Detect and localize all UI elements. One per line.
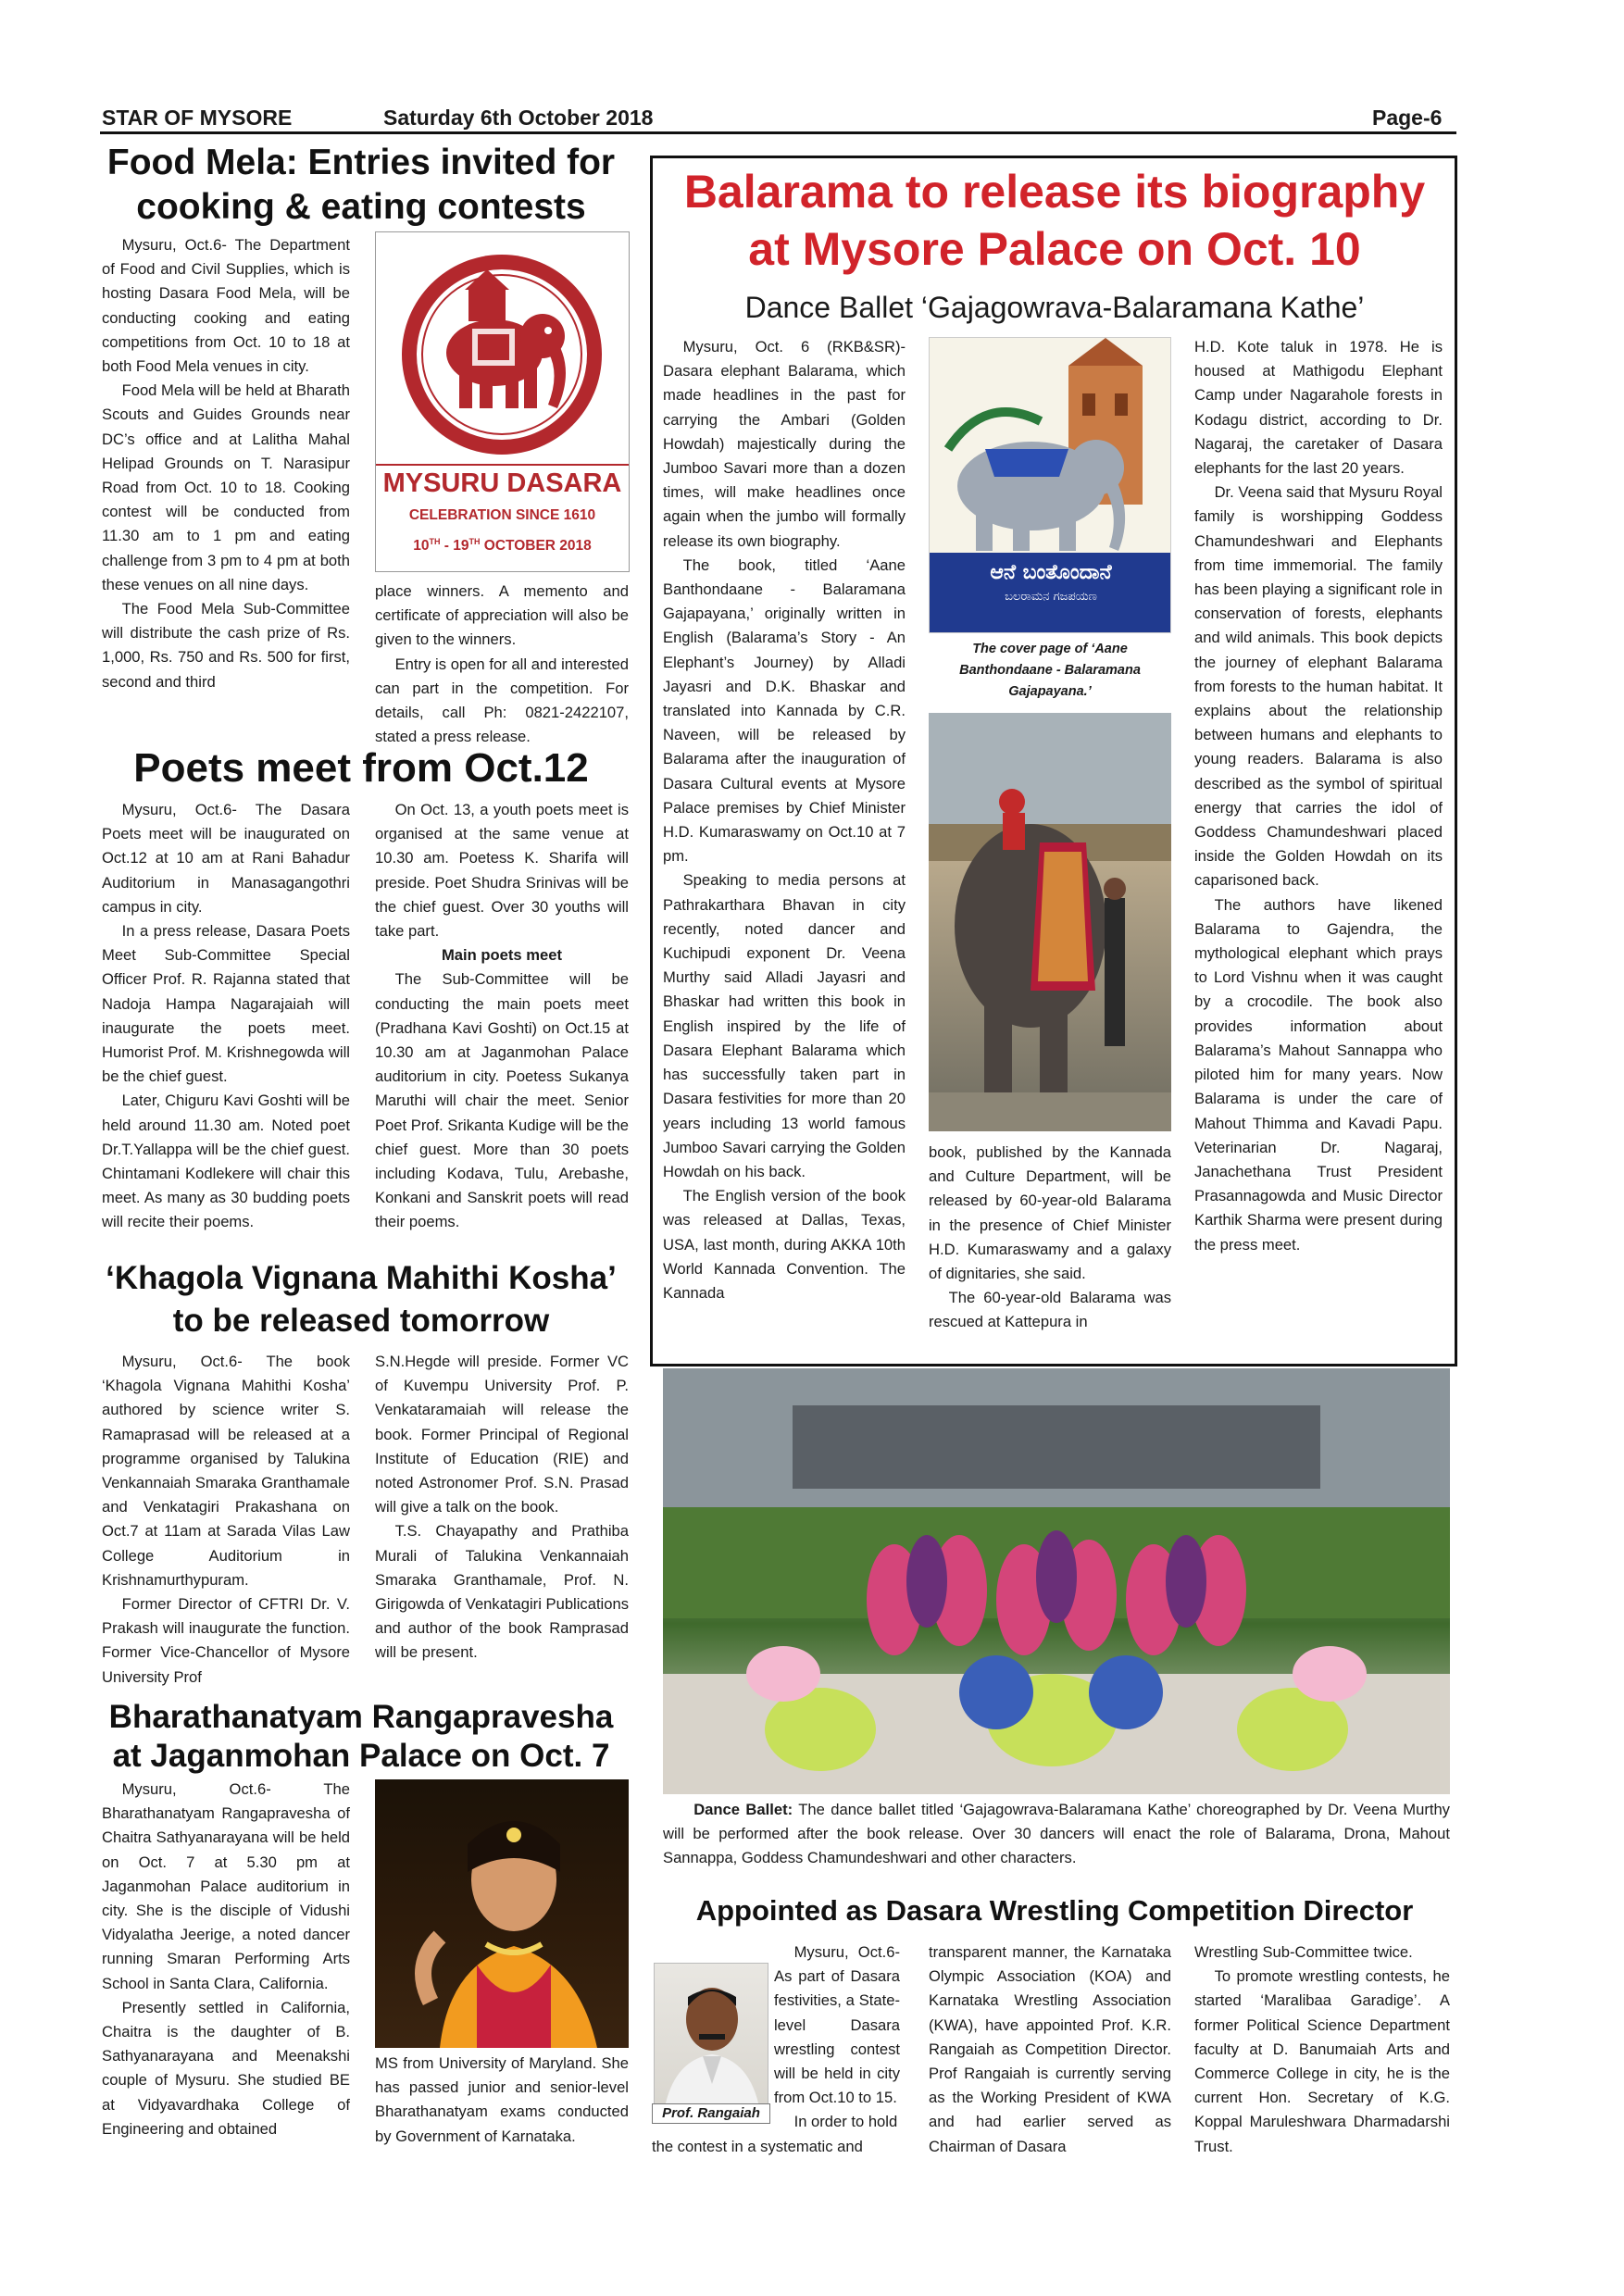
food-mela-headline-line1: Food Mela: Entries invited for: [106, 143, 616, 182]
dance-ballet-caption-label: Dance Ballet:: [693, 1801, 793, 1818]
wrestling-column-1-tail: [652, 2135, 902, 2159]
balarama-paragraph: H.D. Kote taluk in 1978. He is housed at Mathigodu Elephant Camp under Nagarahole forests in Kodagu district, according to Dr. Nagaraj, the caretaker of Dasara elephants for the last 20 years.: [1194, 338, 1443, 478]
logo-dates: [376, 530, 629, 557]
balarama-paragraph: The book, titled ‘Aane Banthondaane - Balaramana Gajapayana,’ originally written in English (Balarama’s Story - An Elephant’s Journey) by Alladi Jayasri and D.K. Bhaskar and translated into Kannada by C.R. Naveen, will be released by Balarama after the inauguration of Dasara Cultural events at Mysore Palace premises by Chief Minister H.D. Kumaraswamy on Oct.10 at 7 pm.: [663, 555, 906, 866]
book-cover-caption: The cover page of ‘Aane Banthondaane - Balaramana Gajapayana.’: [959, 642, 1141, 699]
wrestling-column-2: [929, 1940, 1171, 2159]
bharatha-headline-line2: at Jaganmohan Palace on Oct. 7: [112, 1738, 610, 1774]
book-cover-image: [929, 337, 1171, 633]
book-cover-title: ಆನೆ ಬಂತೊಂದಾನೆ: [990, 561, 1112, 584]
bharatha-column-1: [102, 1778, 350, 2141]
poets-paragraph: Later, Chiguru Kavi Goshti will be held around 11.30 am. Noted poet Dr.T.Yallappa will be the chief guest. Chintamani Kodlekere will chair this meet. As many as 30 budding poets will recite their poems.: [102, 1092, 350, 1231]
balarama-column-2: [929, 1141, 1171, 1335]
balarama-paragraph: book, published by the Kannada and Culture Department, will be released by 60-year-old Balarama in the presence of Chief Minister H.D. Kumaraswamy and a galaxy of dignitaries, she said.: [929, 1143, 1171, 1283]
khagola-paragraph: Mysuru, Oct.6- The book ‘Khagola Vignana Mahithi Kosha’ authored by science writer S. Ramaprasad will be released at a programme organised by Talukina Venkannaiah Smaraka Granthamale and Venkatagiri Prakashana on Oct.7 at 11am at Sarada Vilas Law College Auditorium in Krishnamurthypuram.: [102, 1353, 350, 1589]
wrestling-paragraph: transparent manner, the Karnataka Olympic Association (KOA) and Karnataka Wrestling Association (KWA), have appointed Prof. K.R. Rangaiah as Competition Director. Prof Rangaiah is currently serving as the Working President of KWA and had earlier served as Chairman of Dasara: [929, 1943, 1171, 2155]
dasara-elephant-emblem-icon: [376, 232, 629, 460]
logo-date-month: OCTOBER 2018: [480, 538, 592, 555]
wrestling-paragraph: Wrestling Sub-Committee twice.: [1194, 1943, 1413, 1961]
prof-rangaiah-caption: Prof. Rangaiah: [652, 2103, 770, 2124]
dancer-portrait-photo: [375, 1779, 629, 2048]
bharatha-paragraph: Mysuru, Oct.6- The Bharathanatyam Rangapravesha of Chaitra Sathyanarayana will be held on Oct. 7 at 5.30 pm at Jaganmohan Palace auditorium in city. She is the disciple of Vidushi Vidyalatha Jeerige, a noted dancer running Smaran Performing Arts School in Santa Clara, California.: [102, 1780, 350, 1992]
book-cover-subtitle: ಬಲರಾಮನ ಗಜಪಯಣ: [1005, 590, 1097, 604]
khagola-paragraph: T.S. Chayapathy and Prathiba Murali of Talukina Venkannaiah Smaraka Granthamale, Prof. N. Girigowda of Venkatagiri Publications and author of the book Ramprasad will be present.: [375, 1522, 629, 1662]
wrestling-column-3: [1194, 1940, 1450, 2159]
masthead-paper-name: STAR OF MYSORE: [102, 106, 293, 130]
bharatha-paragraph: Presently settled in California, Chaitra is the daughter of B. Sathyanarayana and Meenakshi couple of Mysuru. She studied BE at Vidyavardhaka College of Engineering and obtained: [102, 1998, 350, 2138]
balarama-subtitle: Dance Ballet ‘Gajagowrava-Balaramana Kathe’: [744, 291, 1365, 324]
bharatha-headline: [93, 1698, 630, 1776]
khagola-headline-line2: to be released tomorrow: [172, 1303, 550, 1339]
masthead-date: Saturday 6th October 2018: [383, 106, 654, 130]
khagola-column-1: [102, 1350, 350, 1690]
bharatha-paragraph: MS from University of Maryland. She has passed junior and senior-level Bharathanatyam exams conducted by Government of Karnataka.: [375, 2054, 629, 2145]
balarama-paragraph: The 60-year-old Balarama was rescued at Kattepura in: [929, 1289, 1171, 1331]
poets-paragraph: In a press release, Dasara Poets Meet Sub-Committee Special Officer Prof. R. Rajanna stated that Nadoja Hampa Nagarajaiah will inaugurate the poets meet. Humorist Prof. M. Krishnegowda will be the chief guest.: [102, 922, 350, 1086]
balarama-headline: [656, 163, 1454, 278]
logo-date-start: 10: [413, 538, 430, 555]
mysuru-dasara-logo: [375, 231, 630, 572]
balarama-headline-line1: Balarama to release its biography: [683, 166, 1426, 218]
wrestling-headline: Appointed as Dasara Wrestling Competition Director: [695, 1894, 1414, 1927]
dance-ballet-caption: [663, 1798, 1450, 1870]
poets-paragraph: On Oct. 13, a youth poets meet is organised at the same venue at 10.30 am. Poetess K. Sharifa will preside. Poet Shudra Srinivas will be the chief guest. Over 30 youths will take part.: [375, 801, 629, 941]
khagola-paragraph: S.N.Hegde will preside. Former VC of Kuvempu University Prof. P. Venkataramaiah will release the book. Former Principal of Regional Institute of Education (RIE) and noted Astronomer Prof. S.N. Prasad will give a talk on the book.: [375, 1353, 629, 1516]
poets-column-1: [102, 798, 350, 1235]
dance-ballet-caption-text: The dance ballet titled ‘Gajagowrava-Balaramana Kathe’ choreographed by Dr. Veena Murthy will be performed after the book release. Over 30 dancers will enact the role of Balarama, Drona, Mahout Sannappa, Goddess Chamundeshwari and other characters.: [663, 1801, 1450, 1866]
balarama-column-1: [663, 335, 906, 1305]
wrestling-paragraph: Mysuru, Oct.6- As part of Dasara festivities, a State-level Dasara wrestling contest will be held in city from Oct.10 to 15.: [774, 1943, 900, 2107]
balarama-paragraph: Speaking to media persons at Pathrakarthara Bhavan in city recently, noted dancer and Kuchipudi exponent Dr. Veena Murthy said Alladi Jayasri and Bhaskar had written this book in English inspired by the life of Dasara Elephant Balarama which has successfully taken part in Dasara festivities for more than 20 years including 13 world famous Jumboo Savari carrying the Golden Howdah on his back.: [663, 871, 906, 1180]
logo-date-suffix: TH: [468, 537, 481, 546]
elephant-photo-image: [929, 713, 1171, 1131]
balarama-headline-line2: at Mysore Palace on Oct. 10: [748, 223, 1361, 275]
food-mela-paragraph: Entry is open for all and interested can part in the competition. For details, call Ph: 0821-2422107, stated a press release.: [375, 655, 629, 746]
dance-ballet-image: [663, 1368, 1450, 1794]
khagola-headline: [93, 1257, 630, 1342]
logo-title: MYSURU DASARA: [382, 468, 622, 498]
wrestling-column-1-beside-photo: [774, 1940, 900, 2135]
wrestling-paragraph: In order to hold: [793, 2113, 898, 2131]
logo-tagline: CELEBRATION SINCE 1610: [408, 507, 596, 523]
wrestling-paragraph: To promote wrestling contests, he started ‘Maralibaa Garadige’. A former Political Science Department faculty at D. Banumaiah Arts and Commerce College in city, he is the current Hon. Secretary of K.G. Koppal Maruleshwara Dharmadarshi Trust.: [1194, 1967, 1450, 2155]
poets-paragraph: The Sub-Committee will be conducting the main poets meet (Pradhana Kavi Goshti) on Oct.15 at 10.30 am at Jaganmohan Palace auditorium in city. Poetess Sukanya Maruthi will chair the meet. Senior Poet Prof. Srikanta Kudige will be the chief guest. More than 30 poets including Kodava, Tulu, Arebashe, Konkani and Sanskrit poets will read their poems.: [375, 970, 629, 1231]
food-mela-column-1: [102, 233, 350, 694]
logo-date-end: - 19: [440, 538, 469, 555]
dancer-portrait-image: [375, 1779, 629, 2048]
bharatha-headline-line1: Bharathanatyam Rangapravesha: [108, 1699, 614, 1735]
food-mela-paragraph: Food Mela will be held at Bharath Scouts and Guides Grounds near DC’s office and at Lalitha Mahal Helipad Grounds on T. Narasipur Road from Oct. 10 to 18. Cooking contest will be conducted from 11.30 am to 1 pm and eating challenge from 3 pm to 4 pm at both these venues on all nine days.: [102, 381, 350, 593]
prof-rangaiah-portrait-image: [655, 1964, 768, 2111]
poets-paragraph: Mysuru, Oct.6- The Dasara Poets meet will be inaugurated on Oct.12 at 10 am at Rani Bahadur Auditorium in Manasagangothri campus in city.: [102, 801, 350, 916]
food-mela-headline-line2: cooking & eating contests: [136, 187, 586, 227]
prof-rangaiah-photo: [654, 1963, 768, 2111]
food-mela-paragraph: place winners. A memento and certificate of appreciation will also be given to the winners.: [375, 582, 629, 649]
wrestling-paragraph: the contest in a systematic and: [652, 2138, 863, 2155]
food-mela-paragraph: Mysuru, Oct.6- The Department of Food and Civil Supplies, which is hosting Dasara Food Mela, will be conducting cooking and eating competitions from Oct. 10 to 18 at both Food Mela venues in city.: [102, 236, 350, 376]
masthead-page-number: Page-6: [1372, 106, 1443, 130]
khagola-column-2: [375, 1350, 629, 1666]
logo-date-suffix: TH: [429, 537, 441, 546]
food-mela-headline: [93, 141, 630, 230]
masthead-rule: [100, 131, 1456, 134]
logo-divider: [376, 464, 629, 466]
khagola-headline-line1: ‘Khagola Vignana Mahithi Kosha’: [106, 1260, 617, 1296]
dance-ballet-photo: [663, 1368, 1450, 1794]
food-mela-column-2: [375, 580, 629, 749]
food-mela-paragraph: The Food Mela Sub-Committee will distribute the cash prize of Rs. 1,000, Rs. 750 and Rs. 500 for first, second and third: [102, 600, 350, 691]
balarama-paragraph: Dr. Veena said that Mysuru Royal family is worshipping Goddess Chamundeshwari and Elephants from time immemorial. The family has been playing a significant role in conservation of forests, elephants and wild animals. This book depicts the journey of elephant Balarama from forests to the human habitat. It explains about the relationship between humans and elephants to young readers. Balarama is also described as the symbol of spiritual energy that carries the idol of Goddess Chamundeshwari placed inside the Golden Howdah on its caparisoned back.: [1194, 483, 1443, 890]
poets-headline: Poets meet from Oct.12: [133, 745, 589, 791]
balarama-paragraph: The authors have likened Balarama to Gajendra, the mythological elephant which prays to Lord Vishnu when it was caught by a crocodile. The book also provides information about Balarama’s Mahout Sannappa who piloted him for many years. Now Balarama is under the care of Mahout Thimma and Kavadi Papu. Veterinarian Dr. Nagaraj, Janachethana Trust President Prasannagowda and Music Director Karthik Sharma were present during the press meet.: [1194, 895, 1443, 1254]
balarama-paragraph: The English version of the book was released at Dallas, Texas, USA, last month, during AKKA 10th World Kannada Convention. The Kannada: [663, 1187, 906, 1302]
poets-subhead: Main poets meet: [441, 946, 562, 965]
elephant-balarama-photo: [929, 713, 1171, 1131]
poets-column-2: [375, 798, 629, 1235]
khagola-paragraph: Former Director of CFTRI Dr. V. Prakash will inaugurate the function. Former Vice-Chancellor of Mysore University Prof: [102, 1595, 350, 1686]
balarama-column-3: [1194, 335, 1443, 1257]
balarama-paragraph: Mysuru, Oct. 6 (RKB&SR)- Dasara elephant Balarama, which made headlines in the past for carrying the Ambari (Golden Howdah) majestically during the Jumboo Savari more than a dozen times, will make headlines once again when the jumbo will formally release its own biography.: [663, 338, 906, 550]
bharatha-column-2: [375, 2052, 629, 2149]
